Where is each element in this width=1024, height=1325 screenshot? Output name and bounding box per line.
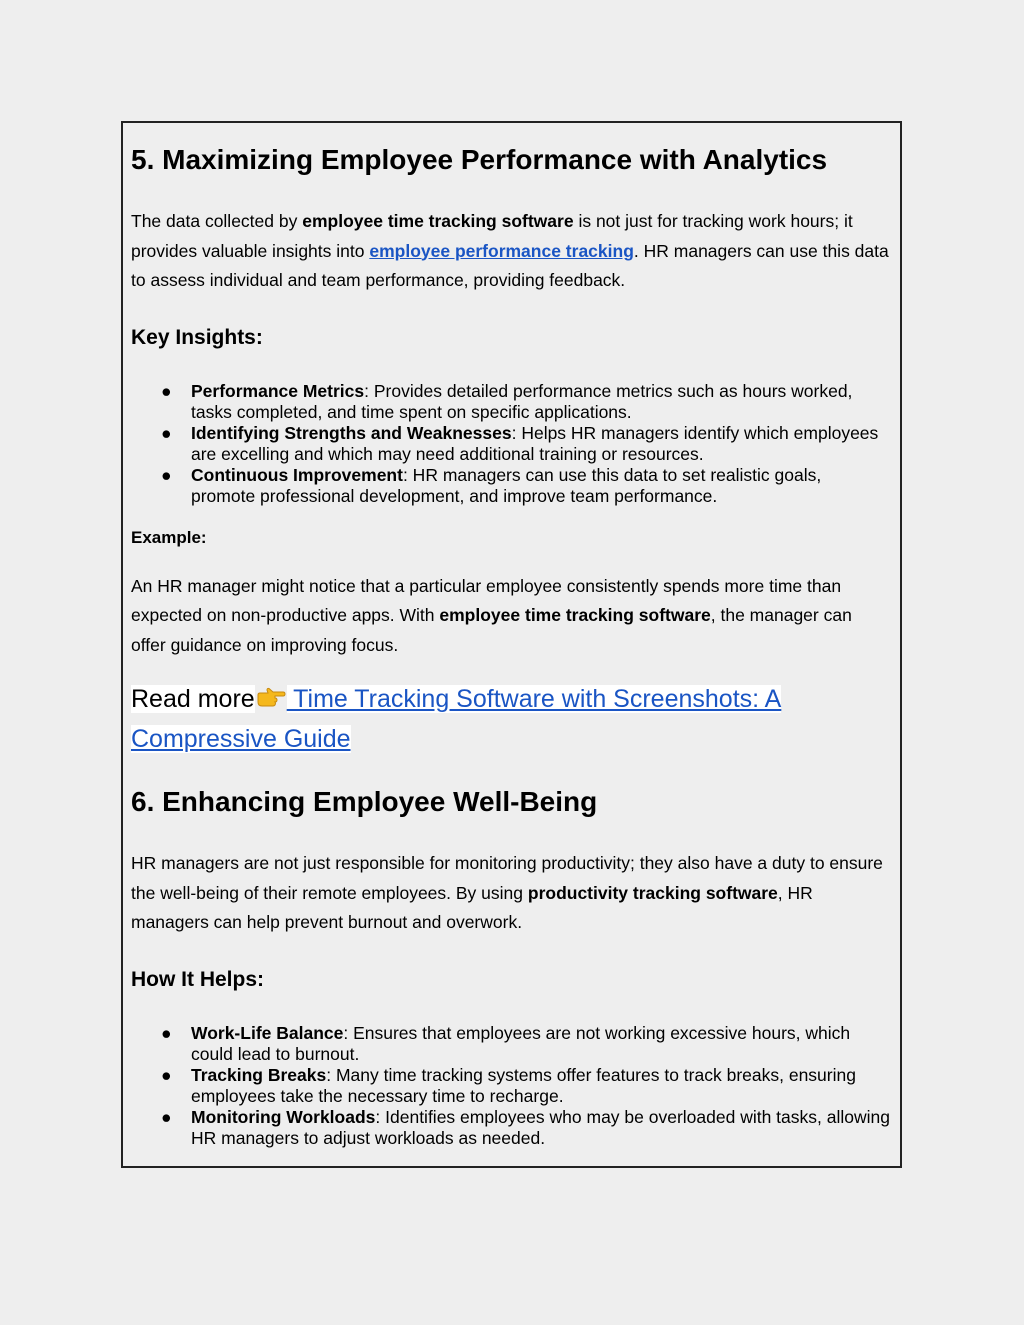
- key-insights-list: [131, 381, 890, 507]
- read-more: [131, 679, 890, 759]
- read-more-label: Read more: [131, 685, 255, 713]
- list-item: [131, 423, 890, 465]
- list-item-text: : Identifies employees who may be overloaded with tasks, allowing HR managers to adjust workloads as needed.: [191, 1106, 890, 1148]
- list-item-text: : Helps HR managers identify which employees are excelling and which may need additional training or resources.: [191, 422, 879, 464]
- section-6-title: 6. Enhancing Employee Well-Being: [131, 786, 598, 817]
- list-item-title: Monitoring Workloads: [191, 1106, 376, 1127]
- list-item: [131, 1065, 890, 1107]
- bullet-icon: ●: [161, 380, 172, 401]
- intro-text: . HR managers can use this data to assess individual and team performance, providing feedback.: [131, 240, 889, 290]
- intro-bold: employee time tracking software: [302, 211, 574, 231]
- intro-text: is not just for tracking work hours; it provides valuable insights into: [131, 211, 853, 261]
- example-text: , the manager can offer guidance on improving focus.: [131, 605, 852, 655]
- intro-text: , HR managers can help prevent burnout and overwork.: [131, 882, 813, 932]
- list-item-title: Work-Life Balance: [191, 1022, 344, 1043]
- key-insights-heading: Key Insights:: [131, 325, 263, 349]
- list-item-text: : HR managers can use this data to set realistic goals, promote professional development, and improve team performance.: [191, 464, 822, 506]
- intro-text: The data collected by: [131, 211, 303, 231]
- list-item-title: Continuous Improvement: [191, 464, 403, 485]
- section-5-intro: [131, 207, 890, 296]
- example-bold: employee time tracking software: [439, 605, 711, 625]
- how-it-helps-list: [131, 1023, 890, 1149]
- intro-text: HR managers are not just responsible for monitoring productivity; they also have a duty to ensure the well-being of their remote employees. By using: [131, 853, 883, 903]
- bullet-icon: ●: [161, 464, 172, 485]
- list-item: [131, 465, 890, 507]
- list-item-text: : Ensures that employees are not working excessive hours, which could lead to burnout.: [191, 1022, 851, 1064]
- time-tracking-guide-link[interactable]: Time Tracking Software with Screenshots: A Compressive Guide: [131, 685, 782, 753]
- list-item-text: : Many time tracking systems offer features to track breaks, ensuring employees take the necessary time to recharge.: [191, 1064, 856, 1106]
- pointing-right-hand-icon: [256, 682, 286, 706]
- bullet-icon: ●: [161, 1106, 172, 1127]
- example-heading: Example:: [131, 527, 207, 547]
- example-paragraph: [131, 572, 890, 661]
- document-frame: [121, 121, 902, 1168]
- list-item-title: Performance Metrics: [191, 380, 365, 401]
- example-text: An HR manager might notice that a particular employee consistently spends more time than expected on non-productive apps. With: [131, 575, 842, 625]
- section-6-intro: [131, 849, 890, 938]
- intro-bold: productivity tracking software: [527, 882, 778, 903]
- list-item-text: : Provides detailed performance metrics such as hours worked, tasks completed, and time spent on specific applications.: [191, 380, 853, 422]
- list-item: [131, 381, 890, 423]
- document-content: [131, 123, 890, 1149]
- list-item-title: Tracking Breaks: [191, 1064, 327, 1085]
- employee-performance-tracking-link[interactable]: employee performance tracking: [369, 240, 634, 261]
- bullet-icon: ●: [161, 1022, 172, 1043]
- section-5-title: 5. Maximizing Employee Performance with Analytics: [131, 144, 828, 175]
- how-it-helps-heading: How It Helps:: [131, 967, 265, 991]
- bullet-icon: ●: [161, 1064, 172, 1085]
- list-item: [131, 1107, 890, 1149]
- list-item-title: Identifying Strengths and Weaknesses: [191, 422, 512, 443]
- list-item: [131, 1023, 890, 1065]
- bullet-icon: ●: [161, 422, 172, 443]
